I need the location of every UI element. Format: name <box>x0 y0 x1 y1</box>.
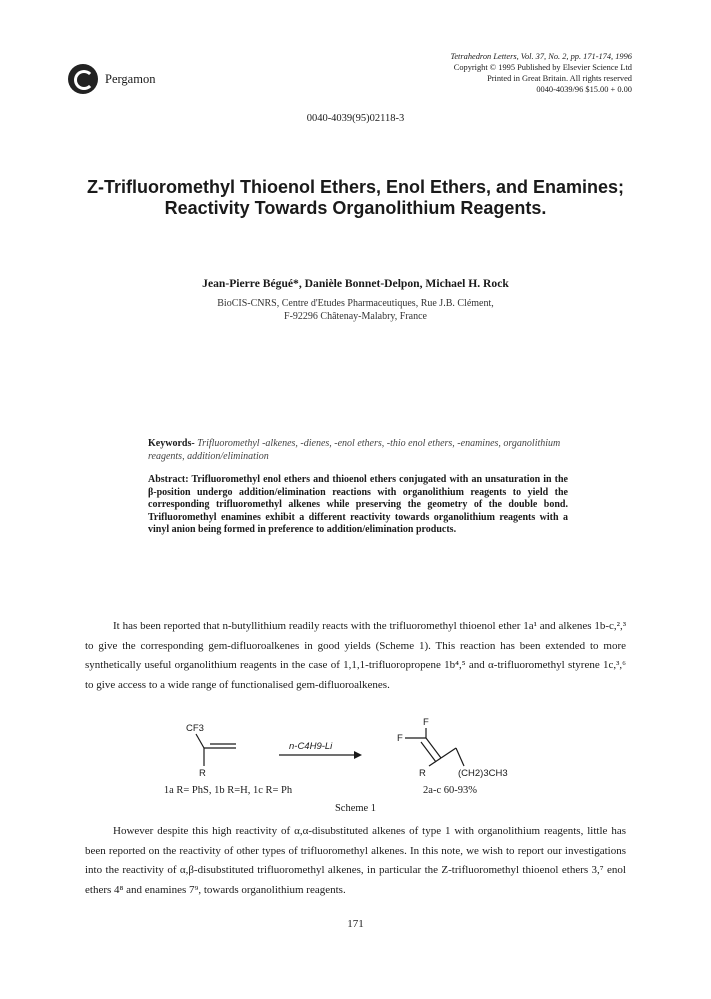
right-chain-label: (CH2)3CH3 <box>458 768 508 779</box>
authors: Jean-Pierre Bégué*, Danièle Bonnet-Delpon, Michael H. Rock <box>202 277 509 290</box>
double-bond-d <box>421 742 436 762</box>
bond-cf3 <box>196 734 204 748</box>
issn-line: 0040-4039/96 $15.00 + 0.00 <box>536 85 632 94</box>
copyright-line: Copyright © 1995 Published by Elsevier Science Ltd <box>453 63 632 72</box>
doi: 0040-4039(95)02118-3 <box>306 113 405 124</box>
journal-line: Tetrahedron Letters, Vol. 37, No. 2, pp. 171-174, 1996 <box>450 52 632 61</box>
reagent-label: n-C4H9-Li <box>289 741 333 752</box>
affiliation-line-2: F-92296 Châtenay-Malabry, France <box>284 311 427 322</box>
page-number: 171 <box>347 918 364 930</box>
printed-line: Printed in Great Britain. All rights reserved <box>487 74 632 83</box>
bond-r-right <box>429 758 441 766</box>
bond-chain-2 <box>456 748 464 766</box>
abstract: Abstract: Trifluoromethyl enol ethers and thioenol ethers conjugated with an unsaturation in the β-position undergo addition/elimination reactions with organolithium reagents to yield the corresponding trifluoromethyl alkenes while preserving the geometry of the double bond. Trifluoromethyl enamines exhibit a different reactivity towards organolithium reagents with a vinyl anion being formed in preference to addition/elimination products. <box>148 474 568 535</box>
left-cf3-label: CF3 <box>186 723 204 734</box>
affiliation-line-1: BioCIS-CNRS, Centre d'Etudes Pharmaceutiques, Rue J.B. Clément, <box>217 298 494 309</box>
scheme-label-products: 2a-c 60-93% <box>423 785 477 796</box>
title-line-2: Reactivity Towards Organolithium Reagents. <box>164 198 547 218</box>
publisher-name: Pergamon <box>105 72 156 86</box>
right-f-left-label: F <box>397 733 403 744</box>
bond-chain <box>441 748 456 758</box>
double-bond-c <box>426 738 441 758</box>
right-r-label: R <box>419 768 426 779</box>
keywords-label: Keywords- <box>148 438 195 449</box>
right-f-top-label: F <box>423 717 429 728</box>
scheme-label-reactants: 1a R= PhS, 1b R=H, 1c R= Ph <box>163 785 293 796</box>
left-r-label: R <box>199 768 206 779</box>
body-paragraph-2 <box>85 822 626 900</box>
reaction-arrow-head <box>354 751 362 759</box>
keywords-text: Trifluoromethyl -alkenes, -dienes, -enol ethers, -thio enol ethers, -enamines, organolithium reagents, addition/elimination <box>148 438 561 462</box>
paragraph-text: However despite this high reactivity of α,α-disubstituted alkenes of type 1 with organolithium reagents, little has been reported on the reactivity of other types of trifluoromethyl alkenes. In this note, we wish to report our investigations into the reactivity of α,β-disubstituted trifluoromethyl alkenes, in particular the Z-trifluoromethyl thioenol ethers 3,⁷ enol ethers 4⁸ and enamines 7⁹, towards organolithium reagents. <box>85 825 626 896</box>
title-line-1: Z-Trifluoromethyl Thioenol Ethers, Enol Ethers, and Enamines; <box>86 177 625 197</box>
paragraph-text: It has been reported that n-butyllithium readily reacts with the trifluoromethyl thioenol ether 1a¹ and alkenes 1b-c,²,³ to give the corresponding gem-difluoroalkenes in good yields (Scheme 1). This reaction has been extended to more synthetically useful organolithium reagents in the case of 1,1,1-trifluoropropene 1b⁴,⁵ and α-trifluoromethyl styrene 1c,³,⁶ to give access to a wide range of functionalised gem-difluoroalkenes. <box>85 620 626 691</box>
scheme-caption: Scheme 1 <box>334 803 377 814</box>
